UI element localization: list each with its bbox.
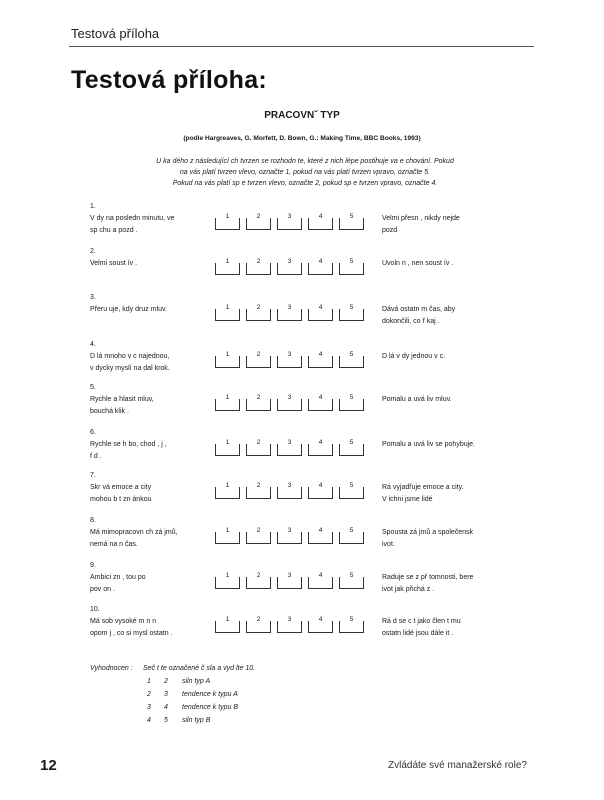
item-left-statement [90,304,210,316]
questionnaire-item [90,203,520,245]
rating-box[interactable] [339,394,364,411]
item-number: 5. [90,384,96,391]
instructions [90,156,520,189]
rating-label: 2 [256,351,261,358]
item-left-statement [90,439,210,463]
rating-label: 5 [349,394,354,401]
rating-label: 2 [256,258,261,265]
item-right-statement [382,482,522,506]
rating-label: 2 [256,439,261,446]
rating-scale [215,394,364,411]
rating-label: 3 [287,572,292,579]
rating-label: 4 [318,616,323,623]
rating-label: 2 [256,616,261,623]
rating-box[interactable] [308,482,333,499]
rating-scale [215,213,364,230]
rating-box[interactable] [215,482,240,499]
statement-line: Přeru uje, kdy druz mluv. [90,306,167,313]
rating-scale [215,439,364,456]
statement-line: Pomalu a uvá liv mluv. [382,396,452,403]
rating-box[interactable] [246,351,271,368]
rating-label: 3 [287,394,292,401]
rating-scale [215,351,364,368]
rating-box[interactable] [308,572,333,589]
item-left-statement [90,616,210,640]
evaluation-score: 3 [164,691,168,698]
rating-box[interactable] [246,527,271,544]
rating-box[interactable] [246,482,271,499]
rating-box[interactable] [246,394,271,411]
rating-label: 2 [256,572,261,579]
rating-box[interactable] [339,351,364,368]
rating-label: 4 [318,394,323,401]
rating-label: 4 [318,482,323,489]
statement-line: bouchá klik . [90,408,129,415]
questionnaire-item [90,606,520,648]
questionnaire-item [90,248,520,290]
rating-label: 1 [225,213,230,220]
rating-label: 3 [287,482,292,489]
item-number: 10. [90,606,100,613]
rating-label: 2 [256,213,261,220]
rating-box[interactable] [246,572,271,589]
rating-label: 4 [318,213,323,220]
source-citation: (podle Hargreaves, G. Morfett, D. Bown, G.: Making Time, BBC Books, 1993) [183,135,421,142]
instruction-line: na vás platí tvrzen vlevo, označte 1, pokud na vás platí tvrzen vpravo, označte 5. [179,169,431,176]
rating-label: 1 [225,258,230,265]
questionnaire-item [90,341,520,383]
evaluation-score: 2 [147,691,151,698]
statement-line: V dy na posledn minutu, ve [90,215,175,222]
rating-box[interactable] [277,213,302,230]
rating-box[interactable] [215,394,240,411]
rating-box[interactable] [215,616,240,633]
rating-box[interactable] [277,439,302,456]
rating-label: 3 [287,616,292,623]
rating-box[interactable] [277,394,302,411]
statement-line: opom j , co si mysl ostatn . [90,630,173,637]
statement-line: sp chu a pozd . [90,227,138,234]
evaluation-description: tendence k typu B [182,704,239,711]
rating-label: 1 [225,616,230,623]
rating-box[interactable] [215,351,240,368]
questionnaire-item [90,472,520,514]
rating-box[interactable] [277,351,302,368]
rating-label: 5 [349,527,354,534]
rating-label: 5 [349,258,354,265]
page-number: 12 [40,757,57,774]
statement-line: Ambici zn , tou po [90,574,146,581]
rating-label: 4 [318,258,323,265]
rating-label: 1 [225,482,230,489]
rating-scale [215,572,364,589]
rating-box[interactable] [246,258,271,275]
item-right-statement [382,394,522,406]
questionnaire-item [90,384,520,426]
rating-label: 5 [349,572,354,579]
item-number: 7. [90,472,96,479]
statement-line: Dává ostatn m čas, aby [382,306,456,313]
rating-box[interactable] [308,394,333,411]
rating-label: 5 [349,304,354,311]
item-number: 2. [90,248,96,255]
evaluation-score: 4 [164,704,168,711]
statement-line: D lá mnoho v c najednou, [90,353,170,360]
rating-box[interactable] [308,527,333,544]
evaluation-score: 1 [147,678,151,685]
evaluation-score: 5 [164,717,168,724]
item-number: 1. [90,203,96,210]
item-right-statement [382,351,522,363]
item-right-statement [382,572,522,596]
rating-box[interactable] [215,572,240,589]
rating-box[interactable] [339,482,364,499]
item-right-statement [382,213,522,237]
rating-label: 2 [256,304,261,311]
item-right-statement [382,304,522,328]
rating-box[interactable] [215,304,240,321]
statement-line: Rychle a hlasit mluv, [90,396,154,403]
section-subtitle: PRACOVNˇ TYP [264,110,340,121]
rating-box[interactable] [339,616,364,633]
evaluation-instruction: Seč t te označené č sla a vyd lte 10. [143,665,256,672]
rating-label: 1 [225,527,230,534]
item-left-statement [90,258,210,270]
statement-line: Spousta zá jmů a společensk [382,529,474,536]
statement-line: Velmi soust ív . [90,260,138,267]
evaluation-score: 4 [147,717,151,724]
rating-box[interactable] [308,213,333,230]
rating-label: 3 [287,213,292,220]
item-right-statement [382,258,522,270]
rating-label: 5 [349,439,354,446]
statement-line: Skr vá emoce a city [90,484,152,491]
rating-box[interactable] [277,572,302,589]
statement-line: mohou b t zn ánkou [90,496,152,503]
rating-box[interactable] [339,439,364,456]
evaluation-score: 2 [164,678,168,685]
rating-box[interactable] [215,527,240,544]
item-left-statement [90,527,210,551]
rating-box[interactable] [308,616,333,633]
header-rule [69,46,534,47]
item-left-statement [90,351,210,375]
statement-line: Má mimopracovn ch zá jmů, [90,529,178,536]
rating-box[interactable] [246,213,271,230]
item-left-statement [90,213,210,237]
rating-box[interactable] [308,304,333,321]
statement-line: Uvoln n , nen soust ív . [382,260,454,267]
questionnaire-item [90,429,520,471]
rating-label: 1 [225,439,230,446]
item-number: 3. [90,294,96,301]
rating-box[interactable] [246,616,271,633]
item-number: 4. [90,341,96,348]
statement-line: Raduje se z př tomnosti, bere [382,574,474,581]
item-left-statement [90,572,210,596]
rating-box[interactable] [339,527,364,544]
rating-scale [215,258,364,275]
item-right-statement [382,439,522,451]
evaluation-label: Vyhodnocen : [90,665,133,672]
statement-line: pov on . [90,586,115,593]
rating-label: 4 [318,527,323,534]
rating-box[interactable] [215,213,240,230]
questionnaire-item [90,294,520,336]
rating-box[interactable] [277,304,302,321]
rating-label: 4 [318,304,323,311]
rating-scale [215,527,364,544]
rating-label: 2 [256,482,261,489]
statement-line: ostatn lidé jsou dále it . [382,630,454,637]
rating-box[interactable] [246,304,271,321]
rating-label: 4 [318,572,323,579]
rating-label: 5 [349,351,354,358]
item-left-statement [90,482,210,506]
item-right-statement [382,527,522,551]
statement-line: f d . [90,453,102,460]
item-number: 8. [90,517,96,524]
statement-line: Rá d se c t jako člen t mu [382,618,461,625]
statement-line: Má sob vysoké m n n [90,618,157,625]
rating-label: 3 [287,304,292,311]
statement-line: ivot jak přichá z . [382,586,435,593]
footer-book-title: Zvládáte své manažerské role? [388,760,527,771]
statement-line: nemá na n čas. [90,541,138,548]
rating-label: 5 [349,213,354,220]
rating-label: 3 [287,258,292,265]
rating-label: 4 [318,351,323,358]
instruction-line: U ka dého z následující ch tvrzen se rozhodn te, které z nich lépe postihuje va e chování. Pokud [156,158,454,165]
rating-scale [215,616,364,633]
rating-box[interactable] [277,258,302,275]
rating-box[interactable] [339,304,364,321]
statement-line: ivot. [382,541,395,548]
rating-scale [215,304,364,321]
statement-line: pozd [382,227,398,234]
questionnaire-item [90,562,520,604]
rating-label: 5 [349,482,354,489]
rating-box[interactable] [339,572,364,589]
item-number: 9. [90,562,96,569]
evaluation-description: siln typ B [182,717,211,724]
rating-box[interactable] [215,258,240,275]
rating-label: 2 [256,527,261,534]
statement-line: Rychle se h bo, chod , j , [90,441,167,448]
statement-line: Pomalu a uvá liv se pohybuje. [382,441,475,448]
statement-line: Velmi přesn , nikdy nejde [382,215,460,222]
rating-box[interactable] [215,439,240,456]
rating-box[interactable] [277,482,302,499]
rating-box[interactable] [246,439,271,456]
rating-label: 3 [287,527,292,534]
rating-label: 3 [287,439,292,446]
evaluation-description: tendence k typu A [182,691,238,698]
evaluation-description: siln typ A [182,678,211,685]
item-right-statement [382,616,522,640]
statement-line: Rá vyjadřuje emoce a city. [382,484,464,491]
statement-line: D lá v dy jednou v c. [382,353,446,360]
evaluation-score: 3 [147,704,151,711]
rating-label: 1 [225,351,230,358]
rating-box[interactable] [277,527,302,544]
statement-line: dokončili, co ř kaj . [382,318,440,325]
statement-line: V ichni jsme lidé [382,496,433,503]
rating-box[interactable] [308,351,333,368]
rating-label: 1 [225,572,230,579]
running-header: Testová příloha [71,26,160,41]
instruction-line: Pokud na vás platí sp e tvrzen vlevo, označte 2, pokud sp e tvrzen vpravo, označte 4. [172,180,438,187]
rating-box[interactable] [339,258,364,275]
rating-box[interactable] [308,258,333,275]
item-number: 6. [90,429,96,436]
rating-label: 3 [287,351,292,358]
rating-box[interactable] [339,213,364,230]
page-title: Testová příloha: [71,66,268,94]
statement-line: v dycky myslí na dal krok. [90,365,170,372]
rating-box[interactable] [277,616,302,633]
rating-box[interactable] [308,439,333,456]
rating-label: 1 [225,304,230,311]
item-left-statement [90,394,210,418]
rating-label: 1 [225,394,230,401]
rating-scale [215,482,364,499]
rating-label: 4 [318,439,323,446]
rating-label: 5 [349,616,354,623]
rating-label: 2 [256,394,261,401]
questionnaire-item [90,517,520,559]
